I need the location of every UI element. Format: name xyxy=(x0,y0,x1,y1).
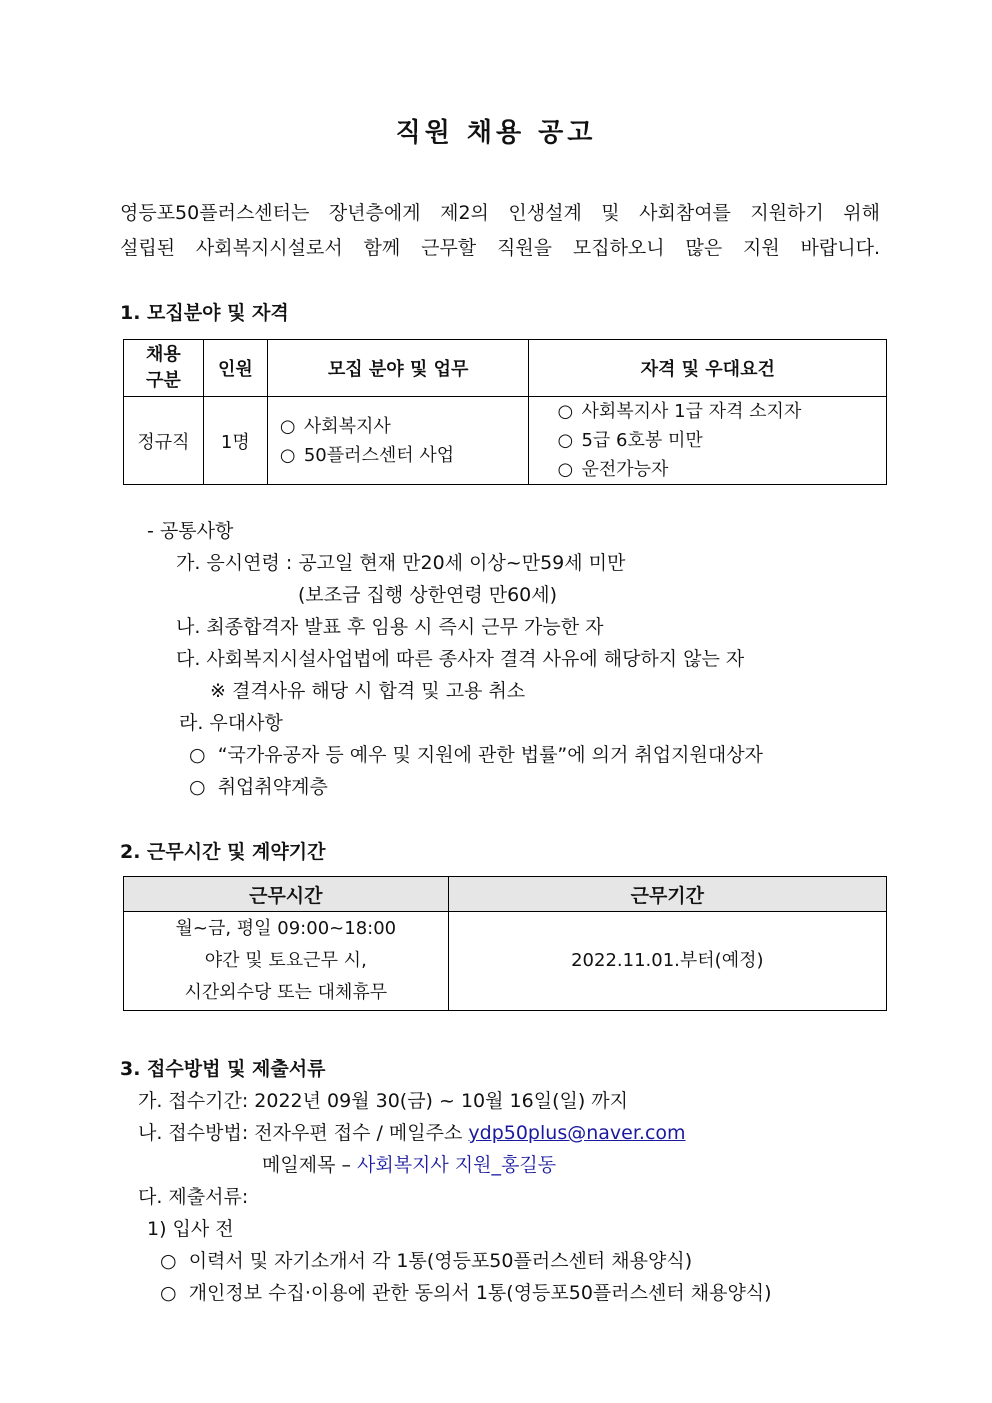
circle-bullet-icon: ○ xyxy=(557,430,574,451)
section2-heading: 2. 근무시간 및 계약기간 xyxy=(120,841,326,863)
page-title: 직원 채용 공고 xyxy=(395,118,597,148)
circle-bullet-icon: ○ xyxy=(279,444,296,466)
fields-list xyxy=(268,412,529,470)
list-item: ○ 5급 6호봉 미만 xyxy=(557,426,886,455)
documents-label: 다. 제출서류: xyxy=(138,1186,249,1208)
application-method xyxy=(138,1118,686,1145)
hours-line: 시간외수당 또는 대체휴무 xyxy=(184,982,388,1003)
section3-heading: 3. 접수방법 및 제출서류 xyxy=(120,1058,326,1080)
mail-subject xyxy=(262,1150,556,1177)
document-item: ○ 이력서 및 자기소개서 각 1통(영등포50플러스센터 채용양식) xyxy=(160,1250,693,1272)
intro-line: 영등포50플러스센터는 장년층에게 제2의 인생설계 및 사회참여를 지원하기 위해 xyxy=(120,202,880,224)
header-fields: 모집 분야 및 업무 xyxy=(267,340,529,397)
section1-heading: 1. 모집분야 및 자격 xyxy=(120,302,289,324)
application-method-label: 나. 접수방법: 전자우편 접수 / 메일주소 xyxy=(138,1122,469,1144)
circle-bullet-icon: ○ xyxy=(557,401,574,422)
common-availability: 나. 최종합격자 발표 후 임용 시 즉시 근무 가능한 자 xyxy=(176,616,604,638)
document-item: ○ 개인정보 수집·이용에 관한 동의서 1통(영등포50플러스센터 채용양식) xyxy=(160,1282,772,1304)
header-qualifications: 자격 및 우대요건 xyxy=(529,340,887,397)
cell-period: 2022.11.01.부터(예정) xyxy=(448,912,886,1011)
hours-line: 월~금, 평일 09:00~18:00 xyxy=(175,918,397,939)
circle-bullet-icon: ○ xyxy=(160,1250,177,1272)
table-header-row xyxy=(124,340,887,397)
common-disqualification-note: ※ 결격사유 해당 시 합격 및 고용 취소 xyxy=(210,680,526,702)
circle-bullet-icon: ○ xyxy=(279,415,296,437)
application-period: 가. 접수기간: 2022년 09월 30(금) ~ 10월 16일(일) 까지 xyxy=(138,1090,628,1112)
header-period: 근무기간 xyxy=(448,877,886,912)
cell-hours xyxy=(124,912,449,1011)
header-type-line2: 구분 xyxy=(146,370,181,391)
common-disqualification: 다. 사회복지시설사업법에 따른 종사자 결격 사유에 해당하지 않는 자 xyxy=(176,648,745,670)
qualifications-list xyxy=(529,397,886,484)
circle-bullet-icon: ○ xyxy=(189,744,206,766)
preference-item: ○ “국가유공자 등 예우 및 지원에 관한 법률”에 의거 취업지원대상자 xyxy=(189,744,763,766)
circle-bullet-icon: ○ xyxy=(160,1282,177,1304)
work-hours-table xyxy=(123,876,887,1011)
circle-bullet-icon: ○ xyxy=(557,459,574,480)
header-type-line1: 채용 xyxy=(146,344,181,365)
mail-subject-value: 사회복지사 지원_홍길동 xyxy=(357,1154,557,1176)
documents-step: 1) 입사 전 xyxy=(147,1218,234,1240)
circle-bullet-icon: ○ xyxy=(189,776,206,798)
email-link[interactable]: ydp50plus@naver.com xyxy=(468,1122,686,1144)
header-hours: 근무시간 xyxy=(124,877,449,912)
table-row xyxy=(124,912,887,1011)
intro-line: 설립된 사회복지시설로서 함께 근무할 직원을 모집하오니 많은 지원 바랍니다. xyxy=(120,237,880,259)
recruitment-table xyxy=(123,339,887,485)
list-item: ○ 사회복지사 1급 자격 소지자 xyxy=(557,397,886,426)
cell-fields xyxy=(267,397,529,485)
table-header-row xyxy=(124,877,887,912)
preference-item: ○ 취업취약계층 xyxy=(189,776,328,798)
common-preference: 라. 우대사항 xyxy=(179,712,283,734)
cell-type: 정규직 xyxy=(124,397,204,485)
hours-line: 야간 및 토요근무 시, xyxy=(204,950,367,971)
common-age: 가. 응시연령 : 공고일 현재 만20세 이상~만59세 미만 xyxy=(176,552,626,574)
common-age-note: (보조금 집행 상한연령 만60세) xyxy=(298,584,558,606)
mail-subject-label: 메일제목 – xyxy=(262,1154,357,1176)
cell-count: 1명 xyxy=(203,397,267,485)
list-item: ○ 사회복지사 xyxy=(280,412,529,441)
cell-qualifications xyxy=(529,397,887,485)
header-type xyxy=(124,340,204,397)
common-label: - 공통사항 xyxy=(147,520,234,542)
header-count: 인원 xyxy=(203,340,267,397)
list-item: ○ 50플러스센터 사업 xyxy=(280,441,529,470)
list-item: ○ 운전가능자 xyxy=(557,455,886,484)
table-row xyxy=(124,397,887,485)
intro-paragraph xyxy=(120,196,880,266)
